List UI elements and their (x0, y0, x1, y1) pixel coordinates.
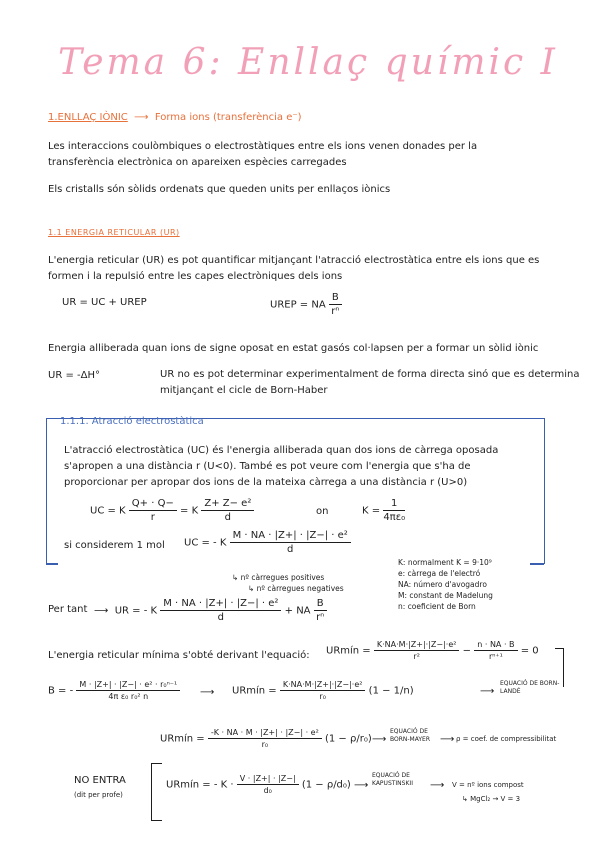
page-title: Tema 6: Enllaç químic I (58, 42, 558, 83)
arrow-right-icon: ⟶ (372, 734, 387, 745)
equation-k (362, 498, 405, 523)
numerator: Q+ · Q− (129, 498, 177, 511)
equation-uc-mol (184, 530, 351, 555)
section-heading-ionic-bond (48, 112, 302, 123)
mol-text: si considerem 1 mol (64, 540, 165, 551)
denominator: d (224, 512, 232, 523)
section-heading-lattice-energy: 1.1 ENERGIA RETICULAR (UR) (48, 228, 180, 237)
legend (398, 557, 493, 612)
numerator: V · |Z+| · |Z−| (237, 774, 299, 785)
arrow-right-icon: ⟶ (200, 687, 215, 698)
denominator: 4πε₀ (383, 512, 406, 523)
fraction (201, 498, 254, 523)
box-border-foot (530, 563, 544, 565)
eq-paren: (1 − ρ/d₀) (301, 779, 351, 791)
eq-lhs: UC = K (90, 505, 126, 517)
paragraph-line: formen i la repulsió entre les capes electròniques dels ions (48, 271, 343, 282)
per-tant-label: Per tant (48, 604, 88, 615)
fraction (383, 498, 405, 523)
denominator: rⁿ⁺¹ (488, 652, 503, 661)
eq-paren: (1 − ρ/r₀) (324, 733, 372, 745)
arrow-right-icon: ⟶ (480, 686, 495, 697)
eq-plus: + NA (284, 605, 311, 617)
legend-item: M: constant de Madelung (398, 591, 493, 600)
annotation-text: nº càrregues positives (240, 573, 325, 582)
fraction (237, 774, 299, 795)
denominator: 4π ε₀ r₀² n (108, 692, 149, 701)
numerator: M · |Z+| · |Z−| · e² · r₀ⁿ⁻¹ (76, 680, 180, 691)
eq-minus: − (462, 645, 472, 657)
denominator: d₀ (263, 786, 272, 795)
eq-lhs: URmín = (232, 685, 277, 697)
fraction (374, 640, 460, 661)
heading-text: 1.ENLLAÇ IÒNIC (48, 112, 128, 123)
paragraph-line: L'energia reticular (UR) es pot quantificar mitjançant l'atracció electrostàtica entre els ions que es (48, 255, 540, 266)
note-line: mitjançant el cicle de Born-Haber (160, 385, 328, 396)
fraction (314, 598, 327, 623)
arrow-right-icon: ⟶ (354, 780, 369, 791)
paragraph-line: Energia alliberada quan ions de signe oposat en estat gasós col·lapsen per a formar un sòlid iònic (48, 343, 539, 354)
equation-ur: UR = UC + UREP (62, 297, 147, 308)
eq-mid: = K (180, 505, 199, 517)
label-born-mayer: EQUACIÓ DE BORN-MAYER (390, 728, 430, 743)
min-text: L'energia reticular mínima s'obté derivant l'equació: (48, 650, 310, 661)
label-kapustinskii: EQUACIÓ DE KAPUSTINSKII (372, 772, 413, 787)
v-definition: V = nº ions compost (452, 781, 524, 789)
fraction (474, 640, 517, 661)
left-bracket (151, 763, 162, 821)
eq-rhs: = 0 (520, 645, 539, 657)
mgcl2-example: ↳ MgCl₂ → V = 3 (462, 795, 521, 803)
arrow-right-icon: ⟶ (94, 605, 112, 617)
numerator: M · NA · |Z+| · |Z−| · e² (230, 530, 351, 543)
eq-paren: (1 − 1/n) (368, 685, 414, 697)
eq-lhs: URmín = (160, 733, 205, 745)
paragraph-line: L'atracció electrostàtica (UC) és l'energia alliberada quan dos ions de càrrega oposada (64, 445, 499, 456)
fraction (76, 680, 180, 701)
paragraph-line: transferència electrònica on apareixen espècies carregades (48, 157, 347, 168)
no-entra-sub: (dit per profe) (74, 791, 123, 799)
numerator: M · NA · |Z+| · |Z−| · e² (160, 598, 281, 611)
numerator: Z+ Z− e² (201, 498, 254, 511)
denominator: r² (413, 652, 420, 661)
paragraph-line: Els cristalls són sòlids ordenats que queden units per enllaços iònics (48, 184, 391, 195)
fraction (329, 292, 342, 317)
legend-item: n: coeficient de Born (398, 602, 476, 611)
equation-min-derivative (326, 640, 539, 661)
annotation-positive: ↳ nº càrregues positives (232, 573, 325, 582)
denominator: d (287, 544, 294, 555)
fraction (230, 530, 351, 555)
equation-uc (90, 498, 254, 523)
denominator: r₀ (261, 740, 269, 749)
numerator: 1 (383, 498, 405, 511)
note-line: UR no es pot determinar experimentalment de forma directa sinó que es determina (160, 369, 580, 380)
numerator: n · NA · B (474, 640, 517, 651)
equation-urep (270, 292, 342, 317)
equation-kapustinskii (166, 774, 351, 795)
paragraph-line: proporcionar per apropar dos ions de la mateixa càrrega a una distància r (U>0) (64, 477, 468, 488)
numerator: K·NA·M·|Z+|·|Z−|·e² (280, 680, 366, 691)
fraction (129, 498, 177, 523)
paragraph-line: Les interaccions coulòmbiques o electrostàtiques entre els ions venen donades per la (48, 141, 478, 152)
fraction (160, 598, 281, 623)
eq-lhs: URmín = (326, 645, 371, 657)
annotation-negative: ↳ nº càrregues negatives (248, 584, 344, 593)
numerator: B (329, 292, 342, 305)
label-born-lande: EQUACIÓ DE BORN-LANDÉ (500, 680, 560, 695)
numerator: -K · NA · M · |Z+| · |Z−| · e² (208, 728, 322, 739)
fraction (208, 728, 322, 749)
eq-lhs: K = (362, 505, 381, 517)
denominator: rⁿ (316, 612, 325, 623)
paragraph-line: s'apropen a una distància r (U<0). També es pot veure com l'energia que s'ha de (64, 461, 471, 472)
denominator: d (217, 612, 225, 623)
equation-born-lande (232, 680, 414, 701)
eq-lhs: UR = - K (114, 605, 158, 617)
legend-item: e: càrrega de l'electró (398, 569, 481, 578)
equation-born-mayer (160, 728, 372, 749)
equation-ur-dh: UR = -ΔH° (48, 370, 100, 381)
denominator: r (150, 512, 155, 523)
arrow-right-icon: ⟶ (440, 734, 455, 745)
eq-lhs: URmín = - K · (166, 779, 234, 791)
numerator: K·NA·M·|Z+|·|Z−|·e² (374, 640, 460, 651)
legend-item: NA: número d'avogadro (398, 580, 487, 589)
arrow-right-icon: ⟶ (130, 112, 152, 123)
eq-lhs: UC = - K (184, 537, 227, 549)
denominator: r₀ (319, 692, 326, 701)
word-on: on (316, 506, 329, 517)
legend-item: K: normalment K = 9·10⁹ (398, 558, 492, 567)
equation-ur-full (94, 598, 327, 623)
rho-definition: ρ = coef. de compressibilitat (456, 735, 557, 743)
denominator: rⁿ (331, 306, 340, 317)
example-text: MgCl₂ → V = 3 (470, 795, 521, 803)
box-border-foot (46, 563, 58, 565)
eq-lhs: B = - (48, 685, 74, 697)
no-entra-label: NO ENTRA (74, 775, 126, 786)
equation-b (48, 680, 180, 701)
annotation-text: nº càrregues negatives (256, 584, 344, 593)
numerator: B (314, 598, 327, 611)
heading-subtitle: Forma ions (transferència e⁻) (154, 112, 302, 123)
eq-lhs: UREP = NA (270, 299, 326, 311)
section-heading-electrostatic: 1.1.1. Atracció electrostàtica (60, 416, 204, 427)
fraction (280, 680, 366, 701)
arrow-right-icon: ⟶ (430, 780, 445, 791)
